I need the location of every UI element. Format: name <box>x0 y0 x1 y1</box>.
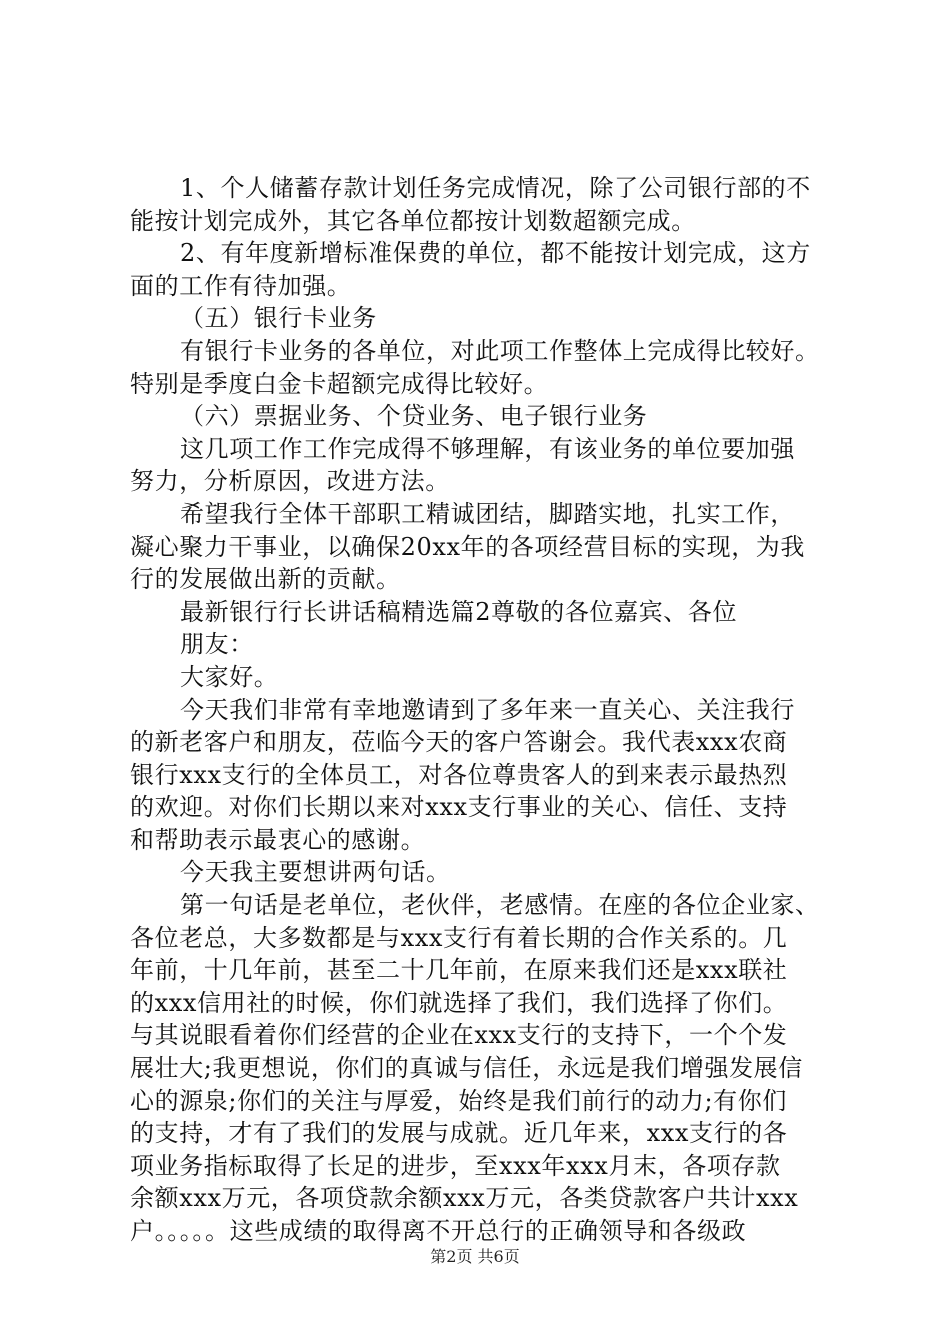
text-line: 特别是季度白金卡超额完成得比较好。 <box>130 369 549 398</box>
page-number-footer: 第2页 共6页 <box>430 1247 520 1266</box>
text-line: 努力，分析原因，改进方法。 <box>130 467 450 496</box>
article-title: 最新银行行长讲话稿精选篇2尊敬的各位嘉宾、各位 <box>180 597 738 626</box>
text-line: 有银行卡业务的各单位，对此项工作整体上完成得比较好。 <box>180 336 820 365</box>
text-line: 的支持，才有了我们的发展与成就。近几年来，xxx支行的各 <box>130 1119 788 1148</box>
text-line: 银行xxx支行的全体员工，对各位尊贵客人的到来表示最热烈 <box>130 760 788 789</box>
text-line: 心的源泉;你们的关注与厚爱，始终是我们前行的动力;有你们 <box>130 1086 787 1115</box>
text-line: 朋友： <box>180 630 254 659</box>
text-line: 的欢迎。对你们长期以来对xxx支行事业的关心、信任、支持 <box>130 793 788 822</box>
text-line: 年前，十几年前，甚至二十几年前，在原来我们还是xxx联社 <box>130 956 788 985</box>
text-line: 大家好。 <box>180 662 279 691</box>
text-line: 展壮大;我更想说，你们的真诚与信任，永远是我们增强发展信 <box>130 1054 803 1083</box>
text-line: 希望我行全体干部职工精诚团结，脚踏实地，扎实工作， <box>180 499 795 528</box>
document-body <box>130 172 840 1248</box>
text-line: 和帮助表示最衷心的感谢。 <box>130 825 426 854</box>
text-line: 各位老总，大多数都是与xxx支行有着长期的合作关系的。几 <box>130 923 788 952</box>
text-line: 与其说眼看着你们经营的企业在xxx支行的支持下，一个个发 <box>130 1021 788 1050</box>
text-line: 户。。。。。这些成绩的取得离不开总行的正确领导和各级政 <box>130 1217 747 1245</box>
text-line: 今天我主要想讲两句话。 <box>180 858 451 887</box>
text-line: 第一句话是老单位，老伙伴，老感情。在座的各位企业家、 <box>180 891 820 920</box>
text-line: 1、个人储蓄存款计划任务完成情况，除了公司银行部的不 <box>180 174 811 202</box>
section-heading: （六）票据业务、个贷业务、电子银行业务 <box>180 402 648 431</box>
text-line: 能按计划完成外，其它各单位都按计划数超额完成。 <box>130 206 696 235</box>
text-line: 的新老客户和朋友，莅临今天的客户答谢会。我代表xxx农商 <box>130 728 788 757</box>
text-line: 2、有年度新增标准保费的单位，都不能按计划完成，这方 <box>180 239 811 268</box>
text-line: 今天我们非常有幸地邀请到了多年来一直关心、关注我行 <box>180 695 795 724</box>
text-line: 余额xxx万元，各项贷款余额xxx万元，各类贷款客户共计xxx <box>130 1184 799 1213</box>
text-line: 项业务指标取得了长足的进步，至xxx年xxx月末，各项存款 <box>130 1151 781 1180</box>
section-heading: （五）银行卡业务 <box>180 304 377 333</box>
text-line: 凝心聚力干事业，以确保20xx年的各项经营目标的实现，为我 <box>130 532 806 561</box>
text-line: 的xxx信用社的时候，你们就选择了我们，我们选择了你们。 <box>130 988 788 1017</box>
text-line: 这几项工作工作完成得不够理解，有该业务的单位要加强 <box>180 434 795 463</box>
text-line: 面的工作有待加强。 <box>130 271 352 300</box>
text-line: 行的发展做出新的贡献。 <box>130 565 401 594</box>
